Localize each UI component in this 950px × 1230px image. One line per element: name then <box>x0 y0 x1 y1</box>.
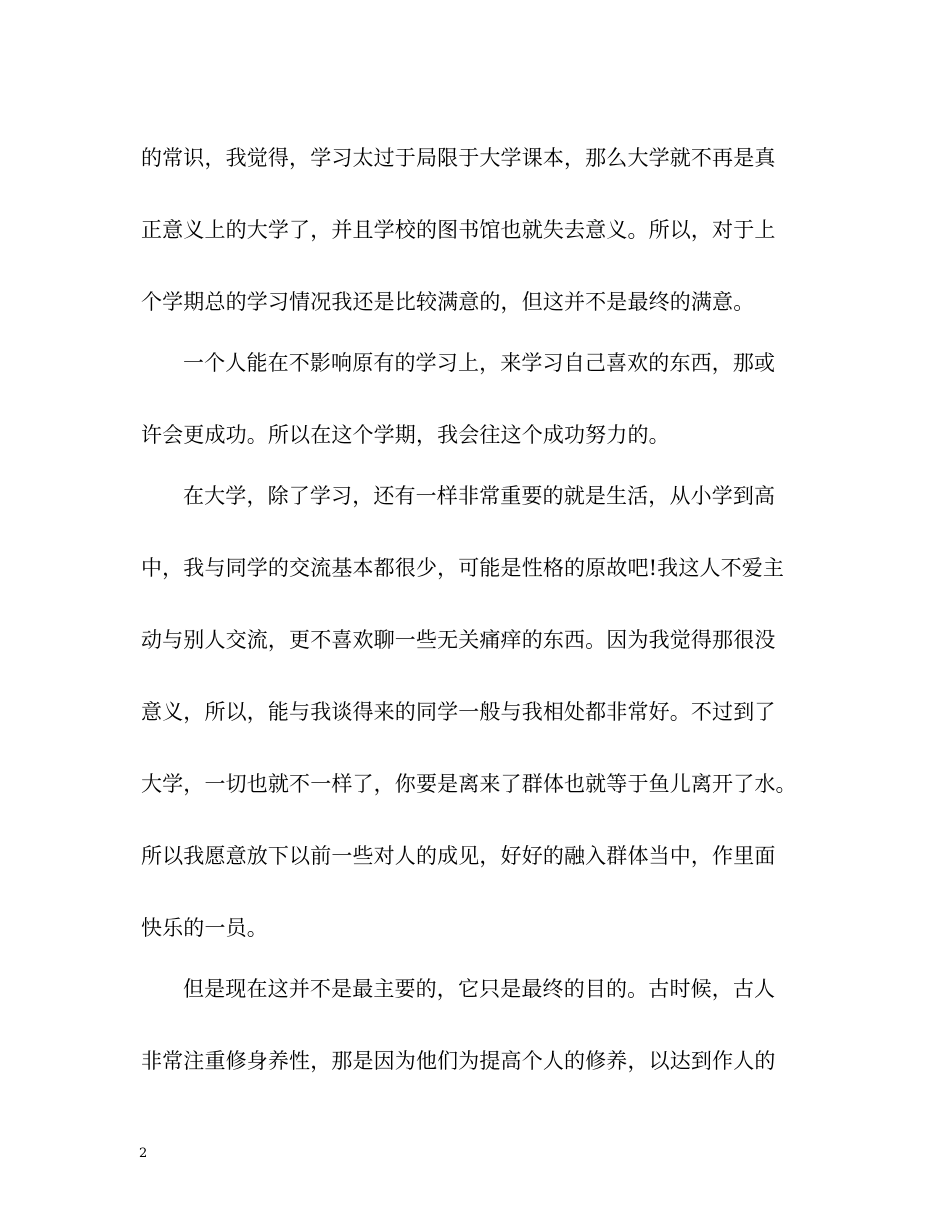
text-line-11: 所以我愿意放下以前一些对人的成见，好好的融入群体当中，作里面 <box>141 844 776 868</box>
text-line-12: 快乐的一员。 <box>141 916 268 940</box>
text-line-5: 许会更成功。所以在这个学期，我会往这个成功努力的。 <box>141 423 670 447</box>
text-line-14: 非常注重修身养性，那是因为他们为提高个人的修养，以达到作人的 <box>141 1049 776 1073</box>
text-line-6: 在大学，除了学习，还有一样非常重要的就是生活，从小学到高 <box>183 484 776 508</box>
text-line-1: 的常识，我觉得，学习太过于局限于大学课本，那么大学就不再是真 <box>141 146 776 170</box>
page-number: 2 <box>139 1146 148 1161</box>
text-line-2: 正意义上的大学了，并且学校的图书馆也就失去意义。所以，对于上 <box>141 218 776 242</box>
text-line-7: 中，我与同学的交流基本都很少，可能是性格的原故吧!我这人不爱主 <box>141 556 785 580</box>
text-line-13: 但是现在这并不是最主要的，它只是最终的目的。古时候，古人 <box>183 977 776 1001</box>
text-line-4: 一个人能在不影响原有的学习上，来学习自己喜欢的东西，那或 <box>183 351 776 375</box>
text-line-3: 个学期总的学习情况我还是比较满意的，但这并不是最终的满意。 <box>141 290 755 314</box>
text-line-8: 动与别人交流，更不喜欢聊一些无关痛痒的东西。因为我觉得那很没 <box>141 628 776 652</box>
text-line-10: 大学，一切也就不一样了，你要是离来了群体也就等于鱼儿离开了水。 <box>141 772 797 796</box>
text-line-9: 意义，所以，能与我谈得来的同学一般与我相处都非常好。不过到了 <box>141 700 776 724</box>
